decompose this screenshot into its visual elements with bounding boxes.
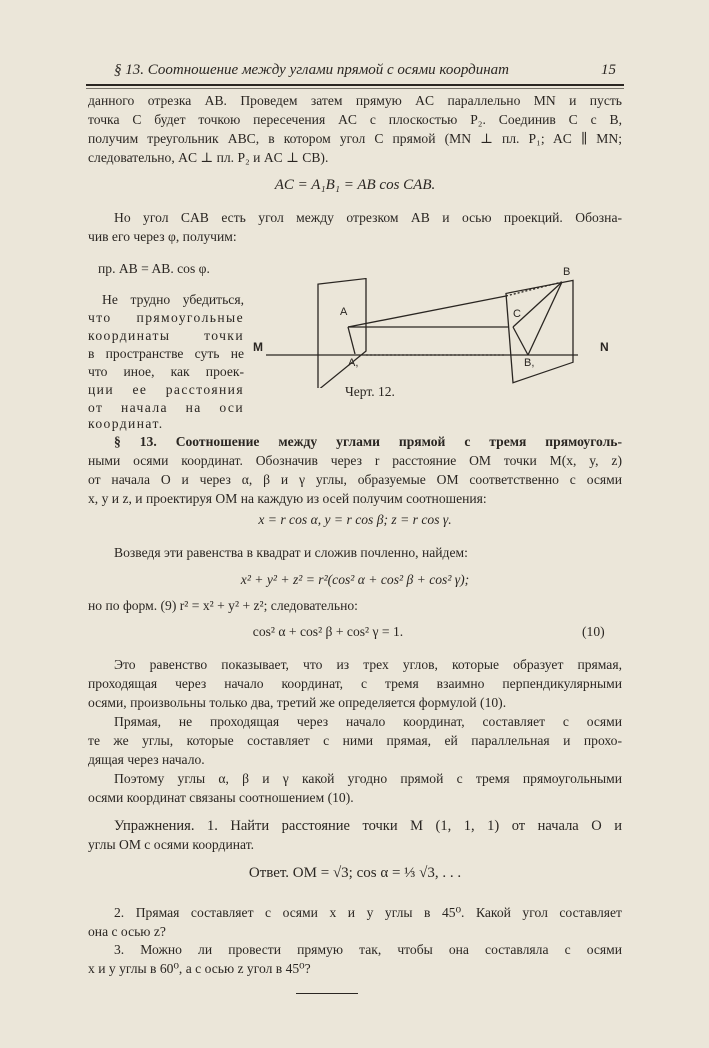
text-line: чив его через φ, получим:	[88, 229, 237, 244]
text-line: углы OM с осями координат.	[88, 837, 255, 852]
text-line: следовательно, AC ⊥ пл. P₂ и AC ⊥ CB).	[88, 150, 329, 165]
section-title: § 13. Соотношение между углами прямой с тремя прямоуголь-	[114, 434, 622, 449]
text-line: что иное, как проек-	[88, 364, 244, 379]
formula: пр. AB = AB. cos φ.	[98, 261, 210, 276]
text-line: получим треугольник ABC, в котором угол C прямой (MN ⊥ пл. P₁; AC ∥ MN;	[88, 131, 622, 146]
header-rule	[86, 84, 624, 86]
text-line: Упражнения. 1. Найти расстояние точки M (1, 1, 1) от начала O и	[114, 818, 622, 834]
text-line: 3. Можно ли провести прямую так, чтобы она составляла с осями	[114, 942, 622, 957]
text-line: 2. Прямая составляет с осями x и y углы в 45⁰. Какой угол составляет	[114, 905, 622, 920]
text-line: x, y и z, и проектируя OM на каждую из осей получим соотношения:	[88, 491, 487, 506]
text-line: от начала на оси	[88, 400, 244, 415]
text-line: Не трудно убедиться,	[102, 292, 244, 307]
text-line: Прямая, не проходящая через начало координат, составляет с осями	[114, 714, 622, 729]
text-line: осями координат связаны соотношением (10).	[88, 790, 354, 805]
text-line: что прямоугольные	[88, 310, 244, 325]
text-line: она с осью z?	[88, 924, 166, 939]
text-line: Это равенство показывает, что из трех углов, которые образует прямая,	[114, 657, 622, 672]
formula-number: (10)	[582, 624, 605, 639]
text-line: координаты точки	[88, 328, 244, 343]
figure-label-N: N	[600, 340, 609, 354]
header-rule-thin	[86, 88, 624, 89]
text-line: в пространстве суть не	[88, 346, 244, 361]
answer: Ответ. OM = √3; cos α = ⅓ √3, . . .	[248, 865, 462, 881]
text-line: Поэтому углы α, β и γ какой угодно прямой с тремя прямоугольными	[114, 771, 622, 786]
text-line: от начала O и через α, β и γ углы, образуемые OM соответственно с осями	[88, 472, 622, 487]
formula: cos² α + cos² β + cos² γ = 1.	[252, 624, 404, 639]
text-line: дящая через начало.	[88, 752, 205, 767]
figure-label-M: M	[253, 340, 263, 354]
text-line: проходящая через начало координат, с тремя взаимно перпендикулярными	[88, 676, 622, 691]
text-line: Но угол CAB есть угол между отрезком AB и осью проекций. Обозна-	[114, 210, 622, 225]
figure-label-B1: B,	[524, 357, 535, 369]
text-line: но по форм. (9) r² = x² + y² + z²; следовательно:	[88, 598, 358, 613]
figure-12-diagram	[248, 278, 608, 388]
figure-label-B: B	[563, 266, 571, 278]
text-line: ции ее расстояния	[88, 382, 244, 397]
formula: AC = A₁B₁ = AB cos CAB.	[274, 177, 436, 193]
figure-caption: Черт. 12.	[345, 384, 395, 399]
formula: x = r cos α, y = r cos β; z = r cos γ.	[258, 512, 452, 527]
end-rule	[296, 993, 358, 994]
text-line: Возведя эти равенства в квадрат и сложив почленно, найдем:	[114, 545, 468, 560]
formula: x² + y² + z² = r²(cos² α + cos² β + cos² γ);	[240, 572, 470, 587]
text-line: осями, произвольны только два, третий же определяется формулой (10).	[88, 695, 507, 710]
text-line: x и y углы в 60⁰, а с осью z угол в 45⁰?	[88, 961, 311, 976]
text-line: точка C будет точкою пересечения AC с плоскостью P₂. Соединив C с B,	[88, 112, 622, 127]
page-number: 15	[601, 62, 616, 78]
text-line: те же углы, которые составляет с ними прямая, ей параллельная и прохо-	[88, 733, 622, 748]
figure-label-C: C	[513, 308, 521, 320]
header-title: § 13. Соотношение между углами прямой с осями координат	[114, 62, 509, 78]
text-line: данного отрезка AB. Проведем затем прямую AC параллельно MN и пусть	[88, 93, 622, 108]
text-line: ными осями координат. Обозначив через r расстояние OM точки M(x, y, z)	[88, 453, 622, 468]
figure-label-A: A	[340, 306, 348, 318]
text-line: координат.	[88, 416, 164, 431]
figure-label-A1: A,	[348, 357, 359, 369]
